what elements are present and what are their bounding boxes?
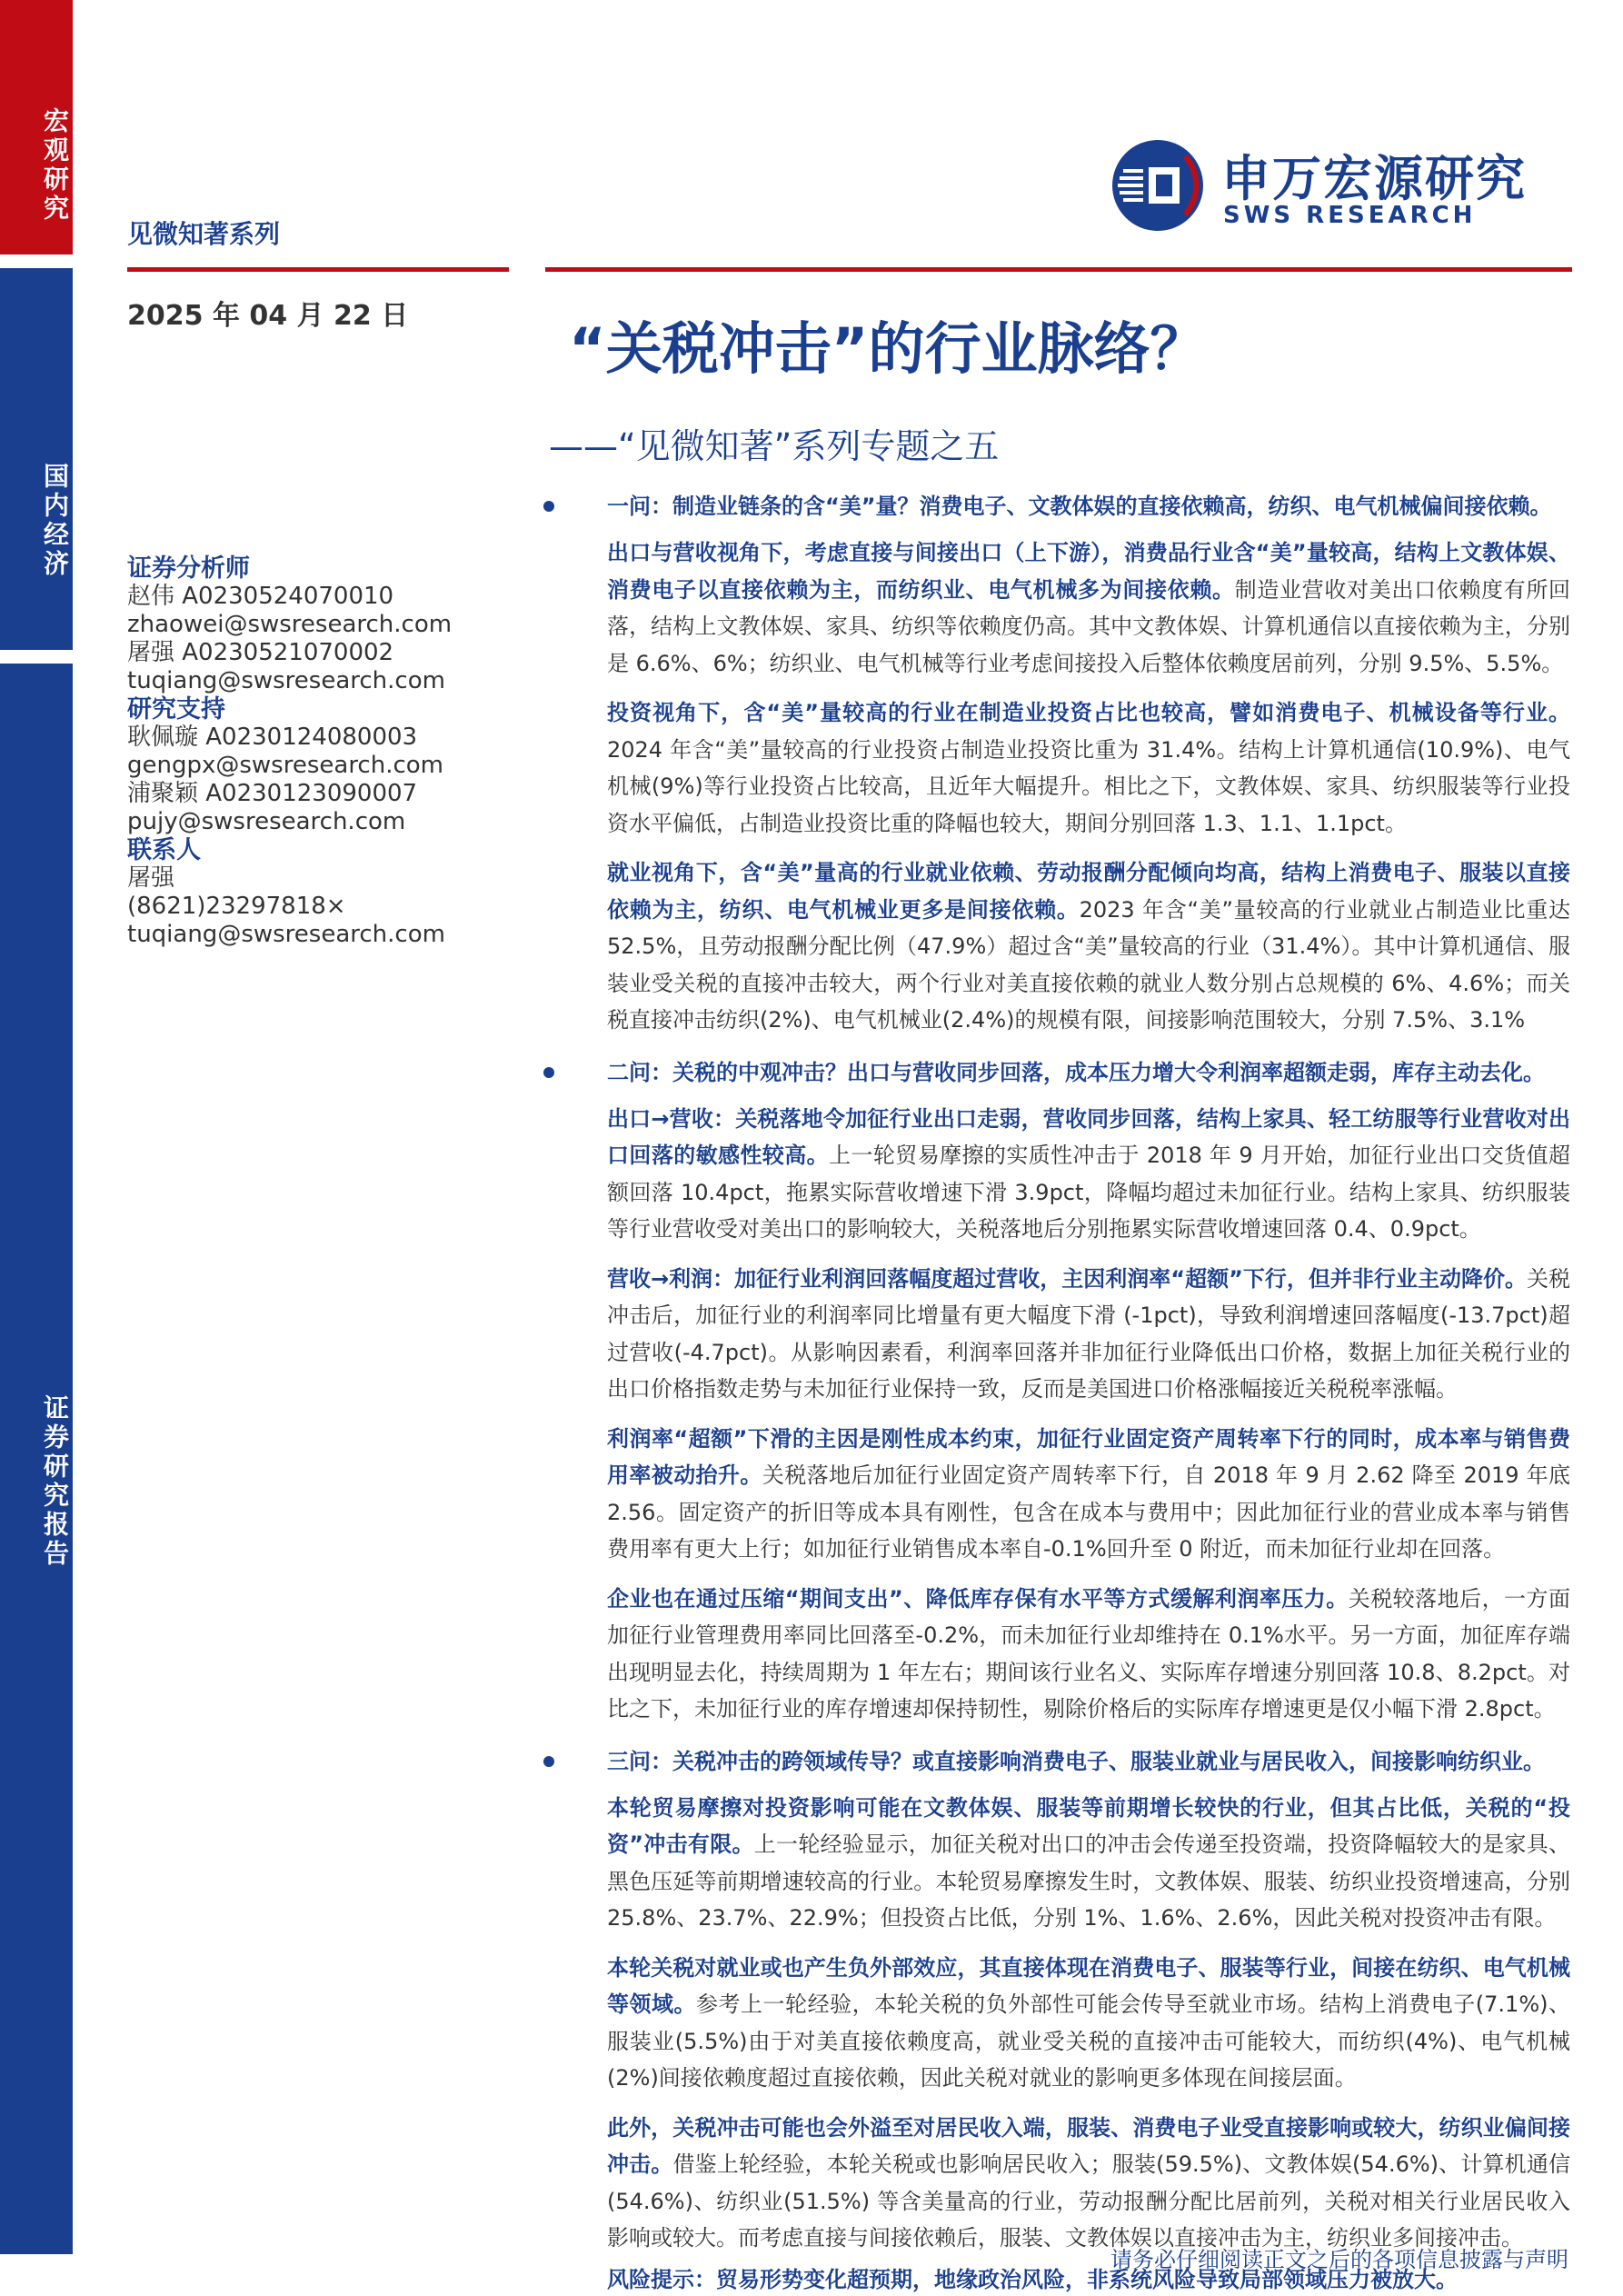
section-1 [543, 491, 1570, 1039]
category-bar-report [0, 664, 73, 2254]
analyst-email[interactable]: zhaowei@swsresearch.com [127, 611, 453, 638]
section-heading: 一问：制造业链条的含“美”量？消费电子、文教体娱的直接依赖高，纺织、电气机械偏间接依赖。 [543, 491, 1570, 522]
paragraph: 本轮关税对就业或也产生负外部效应，其直接体现在消费电子、服装等行业，间接在纺织、电气机械等领域。参考上一轮经验，本轮关税的负外部性可能会传导至就业市场。结构上消费电子(7.1%)、服装业(5.5%)由于对美直接依赖度高，就业受关税的直接冲击可能较大，而纺织(4%)、电气机械(2%)间接依赖度超过直接依赖，因此关税对就业的影响更多体现在间接层面。 [607, 1954, 1570, 2091]
section-2 [543, 1057, 1570, 1728]
support-email[interactable]: gengpx@swsresearch.com [127, 752, 444, 779]
page-title: “关税冲击”的行业脉络？ [569, 315, 1207, 382]
analyst-name: 屠强 A0230521070002 [127, 639, 394, 666]
section-heading: 三问：关税冲击的跨领域传导？或直接影响消费电子、服装业就业与居民收入，间接影响纺织业。 [543, 1746, 1570, 1777]
contact-phone: (8621)23297818× [127, 893, 346, 920]
report-date: 2025 年 04 月 22 日 [127, 300, 409, 332]
bullet-icon [543, 1756, 554, 1767]
paragraph: 此外，关税冲击可能也会外溢至对居民收入端，服装、消费电子业受直接影响或较大，纺织业偏间接冲击。借鉴上轮经验，本轮关税或也影响居民收入；服装(59.5%)、文教体娱(54.6%)、计算机通信(54.6%)、纺织业(51.5%) 等含美量高的行业，劳动报酬分配比居前列，关税对相关行业居民收入影响或较大。而考虑直接与间接依赖后，服装、文教体娱以直接冲击为主，纺织业多间接冲击。 [607, 2114, 1571, 2251]
paragraph: 出口→营收：关税落地令加征行业出口走弱，营收同步回落，结构上家具、轻工纺服等行业营收对出口回落的敏感性较高。上一轮贸易摩擦的实质性冲击于 2018 年 9 月开始，加征行业出口交货值超额回落 10.4pct，拖累实际营收增速下滑 3.9pct，降幅均超过未加征行业。结构上家具、纺织服装等行业营收受对美出口的影响较大，关税落地后分别拖累实际营收增速回落 0.4、0.9pct。 [607, 1105, 1570, 1242]
category-label: 国内经济 [40, 462, 70, 579]
category-bar-domestic [0, 268, 73, 650]
support-email[interactable]: pujy@swsresearch.com [127, 808, 406, 835]
support-name: 浦聚颖 A0230123090007 [127, 780, 418, 807]
logo-text-en: SWS RESEARCH [1223, 202, 1477, 229]
analyst-name: 赵伟 A0230524070010 [127, 583, 394, 610]
bullet-icon [543, 1067, 554, 1078]
category-label: 宏观研究 [40, 107, 70, 224]
bullet-icon [543, 501, 554, 512]
disclaimer-footer: 请务必仔细阅读正文之后的各项信息披露与声明 [1110, 2247, 1568, 2272]
section-heading: 二问：关税的中观冲击？出口与营收同步回落，成本压力增大令利润率超额走弱，库存主动去化。 [543, 1057, 1570, 1088]
analyst-heading: 证券分析师 [127, 554, 250, 583]
section-3 [543, 1746, 1570, 2296]
series-label: 见微知著系列 [127, 219, 281, 249]
category-bar-macro [0, 0, 73, 255]
analyst-info [127, 554, 527, 949]
logo [1110, 136, 1583, 236]
contact-email[interactable]: tuqiang@swsresearch.com [127, 921, 445, 948]
divider [545, 267, 1572, 272]
paragraph: 企业也在通过压缩“期间支出”、降低库存保有水平等方式缓解利润率压力。关税较落地后，一方面加征行业管理费用率同比回落至-0.2%，而未加征行业却维持在 0.1%水平。另一方面，加征库存端出现明显去化，持续周期为 1 年左右；期间该行业名义、实际库存增速分别回落 10.8、8.2pct。对比之下，未加征行业的库存增速却保持韧性，剔除价格后的实际库存增速更是仅小幅下滑 2.8pct。 [607, 1585, 1570, 1722]
contact-name: 屠强 [127, 864, 175, 892]
paragraph: 就业视角下，含“美”量高的行业就业依赖、劳动报酬分配倾向均高，结构上消费电子、服装以直接依赖为主，纺织、电气机械业更多是间接依赖。2023 年含“美”量较高的行业就业占制造业比重达 52.5%，且劳动报酬分配比例（47.9%）超过含“美”量较高的行业（31.4%）。其中计算机通信、服装业受关税的直接冲击较大，两个行业对美直接依赖的就业人数分别占总规模的 6%、4.6%；而关税直接冲击纺织(2%)、电气机械业(2.4%)的规模有限，间接影响范围较大，分别 7.5%、3.1% [607, 860, 1571, 1033]
support-name: 耿佩璇 A0230124080003 [127, 724, 418, 751]
report-summary [543, 491, 1570, 2296]
risk-warning: 风险提示：贸易形势变化超预期，地缘政治风险，非系统风险导致局部领域压力被放大。 [607, 2266, 1458, 2292]
paragraph: 利润率“超额”下滑的主因是刚性成本约束，加征行业固定资产周转率下行的同时，成本率与销售费用率被动抬升。关税落地后加征行业固定资产周转率下行，自 2018 年 9 月 2.62 降至 2019 年底 2.56。固定资产的折旧等成本具有刚性，包含在成本与费用中；因此加征行业的营业成本率与销售费用率有更大上行；如加征行业销售成本率自-0.1%回升至 0 附近，而未加征行业却在回落。 [607, 1425, 1570, 1562]
support-heading: 研究支持 [127, 695, 225, 724]
divider [127, 267, 509, 272]
paragraph: 营收→利润：加征行业利润回落幅度超过营收，主因利润率“超额”下行，但并非行业主动降价。关税冲击后，加征行业的利润率同比增量有更大幅度下滑 (-1pct)，导致利润增速回落幅度(-13.7pct)超过营收(-4.7pct)。从影响因素看，利润率回落并非加征行业降低出口价格，数据上加征关税行业的出口价格指数走势与未加征行业保持一致，反而是美国进口价格涨幅接近关税税率涨幅。 [607, 1265, 1571, 1402]
analyst-email[interactable]: tuqiang@swsresearch.com [127, 667, 445, 694]
sws-logo-icon [1110, 138, 1205, 233]
paragraph: 本轮贸易摩擦对投资影响可能在文教体娱、服装等前期增长较快的行业，但其占比低，关税的“投资”冲击有限。上一轮经验显示，加征关税对出口的冲击会传递至投资端，投资降幅较大的是家具、黑色压延等前期增速较高的行业。本轮贸易摩擦发生时，文教体娱、服装、纺织业投资增速高，分别 25.8%、23.7%、22.9%；但投资占比低，分别 1%、1.6%、2.6%，因此关税对投资冲击有限。 [607, 1794, 1570, 1931]
paragraph: 投资视角下，含“美”量较高的行业在制造业投资占比也较高，譬如消费电子、机械设备等行业。2024 年含“美”量较高的行业投资占制造业投资比重为 31.4%。结构上计算机通信(10.9%)、电气机械(9%)等行业投资占比较高，且近年大幅提升。相比之下，文教体娱、家具、纺织服装等行业投资水平偏低，占制造业投资比重的降幅也较大，期间分别回落 1.3、1.1、1.1pct。 [607, 700, 1570, 836]
page-subtitle: ——“见微知著”系列专题之五 [549, 426, 1000, 466]
paragraph: 出口与营收视角下，考虑直接与间接出口（上下游），消费品行业含“美”量较高，结构上文教体娱、消费电子以直接依赖为主，而纺织业、电气机械多为间接依赖。制造业营收对美出口依赖度有所回落，结构上文教体娱、家具、纺织等依赖度仍高。其中文教体娱、计算机通信以直接依赖为主，分别是 6.6%、6%；纺织业、电气机械等行业考虑间接投入后整体依赖度居前列，分别 9.5%、5.5%。 [607, 540, 1571, 676]
logo-text-cn: 申万宏源研究 [1221, 150, 1527, 207]
category-label: 证券研究报告 [40, 1394, 70, 1569]
contact-heading: 联系人 [127, 836, 201, 864]
